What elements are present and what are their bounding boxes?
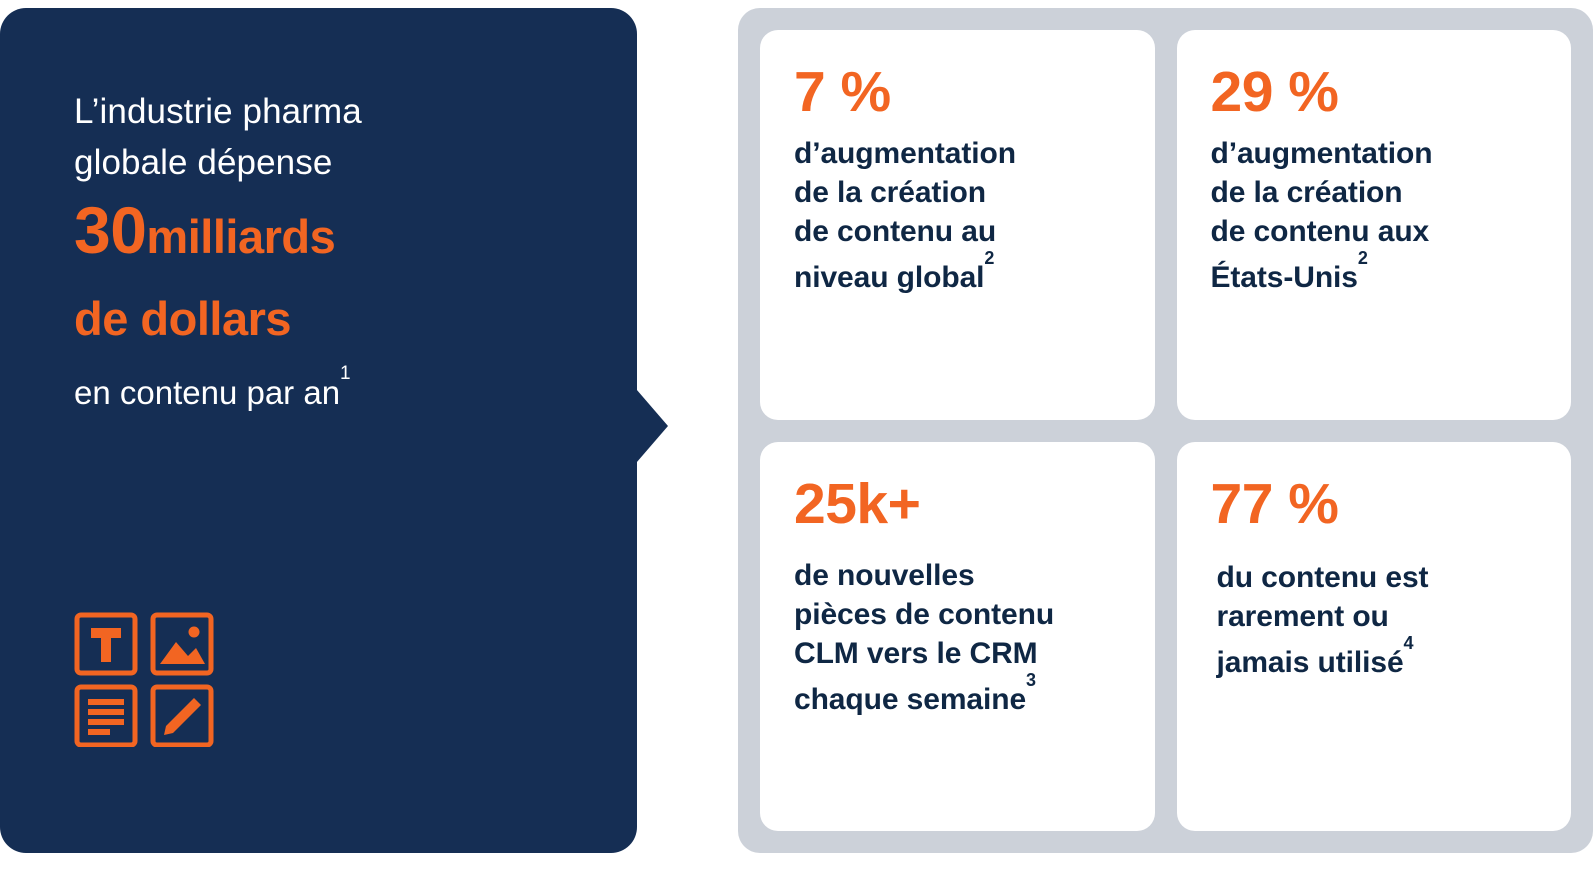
statement-highlight [74, 193, 573, 353]
stat-value: 25k+ [794, 471, 921, 536]
stat-footnote: 3 [1026, 669, 1036, 690]
stat-label-line-1: d’augmentation [794, 137, 1016, 170]
stat-value: 29 % [1210, 60, 1339, 124]
stat-footnote: 4 [1403, 632, 1414, 653]
stats-grid-panel [738, 8, 1593, 853]
arrow-pointer-icon [630, 382, 670, 470]
stat-footnote: 2 [1357, 248, 1368, 269]
statement-tail-text: en contenu par an [74, 374, 341, 411]
stat-value: 7 % [794, 60, 891, 124]
highlight-line-2: de dollars [74, 292, 292, 345]
stat-label-line-3: de contenu aux [1210, 215, 1430, 248]
stat-label-line-4: niveau global [794, 261, 985, 294]
stat-label-line-2: de la création [794, 176, 987, 209]
stat-label-line-3: jamais utilisé [1216, 645, 1404, 679]
statement-line-2: globale dépense [74, 143, 333, 182]
stat-label-line-1: de nouvelles [794, 558, 975, 592]
stat-label [794, 134, 1121, 297]
stat-card-rarely-used-content [1177, 442, 1572, 832]
statement-tail [74, 362, 573, 415]
stat-label-line-1: d’augmentation [1210, 137, 1433, 170]
stat-value: 77 % [1210, 471, 1339, 536]
stat-card-global-content-increase [760, 30, 1155, 420]
stat-card-clm-crm-weekly [760, 442, 1155, 832]
stat-label-line-4: chaque semaine [794, 682, 1027, 716]
stat-card-us-content-increase [1177, 30, 1572, 420]
stat-label-line-4: États-Unis [1210, 261, 1358, 294]
stat-footnote: 2 [984, 248, 995, 269]
highlight-word: milliards [146, 210, 336, 263]
stat-label [1211, 134, 1538, 297]
statement-footnote: 1 [340, 362, 351, 384]
stat-label-line-3: de contenu au [794, 215, 997, 248]
content-creation-icon [74, 612, 214, 747]
stat-label [794, 556, 1121, 719]
stat-label-line-1: du contenu est [1216, 560, 1429, 594]
stat-label-line-3: CLM vers le CRM [794, 636, 1038, 670]
stat-label [1211, 558, 1538, 682]
highlight-number: 30 [74, 193, 147, 267]
stat-label-line-2: rarement ou [1216, 599, 1389, 633]
stat-label-line-2: de la création [1210, 176, 1403, 209]
statement-line-1: L’industrie pharma [74, 92, 362, 131]
stat-label-line-2: pièces de contenu [794, 597, 1055, 631]
